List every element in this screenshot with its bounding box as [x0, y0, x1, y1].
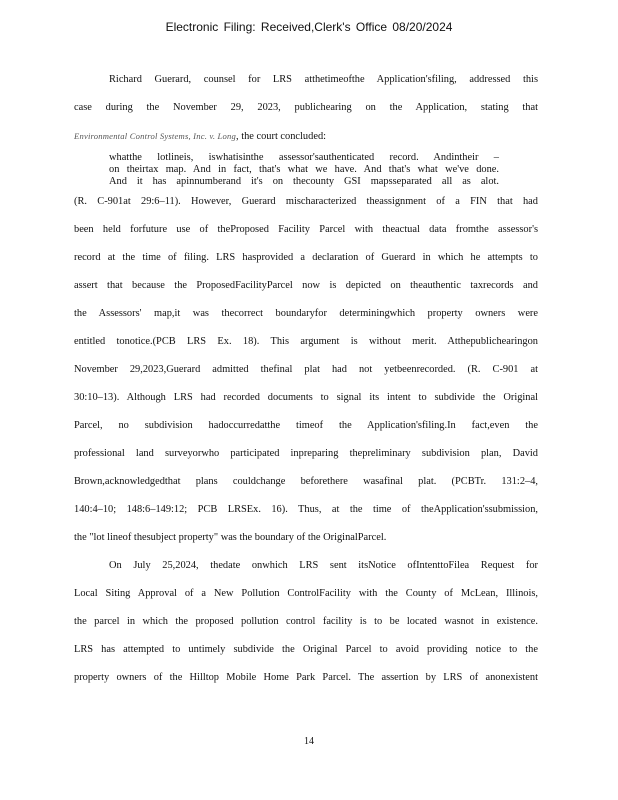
case-citation-rest: , the court concluded:: [236, 131, 327, 142]
text-line: entitled tonotice.(PCB LRS Ex. 18). This argument is without merit. Atthepublichearingon: [74, 336, 538, 347]
text-line: Parcel, no subdivision hadoccurredatthe timeof the Application'sfiling.In fact,even the: [74, 420, 538, 431]
text-line: (R. C-901at 29:6–11). However, Guerard mischaracterized theassignment of a FIN that had: [74, 196, 538, 207]
text-line: the parcel in which the proposed pollution control facility is to be located wasnot in existence.: [74, 616, 538, 627]
text-line: the Assessors' map,it was thecorrect boundaryfor determiningwhich property owners were: [74, 308, 538, 319]
text-line: professional land surveyorwho participated inpreparing thepreliminary subdivision plan, David: [74, 448, 538, 459]
filing-header: Electronic Filing: Received,Clerk's Office 08/20/2024: [165, 20, 453, 34]
page-number: 14: [304, 736, 314, 747]
quote-line: And it has apinnumberand it's on thecounty GSI mapsseparated all as alot.: [109, 176, 499, 187]
text-line: the "lot lineof thesubject property" was the boundary of the OriginalParcel.: [74, 532, 387, 543]
quote-line: on theirtax map. And in fact, that's what we have. And that's what we've done.: [109, 164, 499, 175]
block-quote: [109, 152, 499, 188]
text-line: assert that because the ProposedFacilityParcel now is depicted on theauthentic taxrecords and: [74, 280, 538, 291]
text-line: been held forfuture use of theProposed Facility Parcel with theactual data fromthe assessor's: [74, 224, 538, 235]
text-line: November 29,2023,Guerard admitted thefinal plat had not yetbeenrecorded. (R. C-901 at: [74, 364, 538, 375]
text-line: 140:4–10; 148:6–149:12; PCB LRSEx. 16). Thus, at the time of theApplication'ssubmission,: [74, 504, 538, 515]
text-line: LRS has attempted to untimely subdivide the Original Parcel to avoid providing notice to the: [74, 644, 538, 655]
text-line: Richard Guerard, counsel for LRS atthetimeofthe Application'sfiling, addressed this: [109, 74, 538, 85]
text-line: Local Siting Approval of a New Pollution ControlFacility with the County of McLean, Illinois,: [74, 588, 538, 599]
text-line: 30:10–13). Although LRS had recorded documents to signal its intent to subdivide the Original: [74, 392, 538, 403]
text-line: property owners of the Hilltop Mobile Home Park Parcel. The assertion by LRS of anonexistent: [74, 672, 538, 683]
document-body: [74, 72, 538, 698]
quote-line: whatthe lotlineis, iswhatisinthe assessor'sauthenticated record. Andintheir –: [109, 152, 499, 163]
text-line: Brown,acknowledgedthat plans couldchange beforethere wasafinal plat. (PCBTr. 131:2–4,: [74, 476, 538, 487]
text-line: On July 25,2024, thedate onwhich LRS sent itsNotice ofIntenttoFilea Request for: [109, 560, 538, 571]
text-line: case during the November 29, 2023, publichearing on the Application, stating that: [74, 102, 538, 113]
case-citation: Environmental Control Systems, Inc. v. Long: [74, 131, 236, 141]
text-line: record at the time of filing. LRS hasprovided a declaration of Guerard in which he attempts to: [74, 252, 538, 263]
